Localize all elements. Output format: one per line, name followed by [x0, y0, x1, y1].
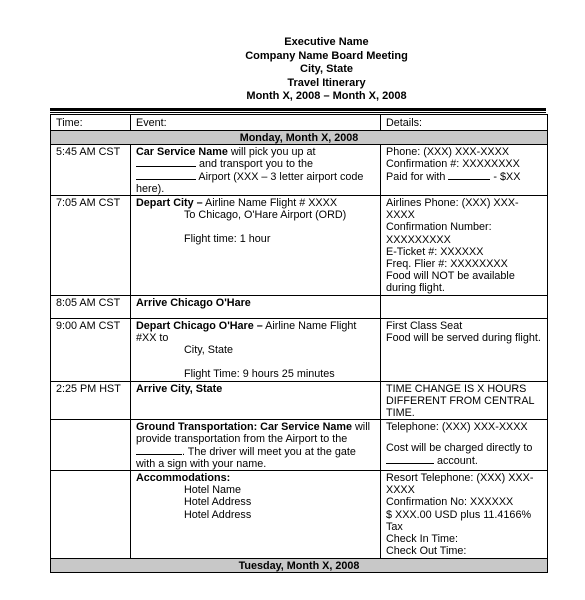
- blank-line: [448, 179, 490, 180]
- header-rule-thin: [50, 112, 546, 113]
- meeting-name: Company Name Board Meeting: [245, 49, 408, 62]
- event-title: Arrive City, State: [136, 382, 223, 395]
- row-time: [51, 420, 131, 471]
- detail-line: Check Out Time:: [386, 545, 467, 558]
- detail-line: Confirmation Number: XXXXXXXXX: [386, 221, 492, 246]
- event-text: Airport (XXX – 3 letter airport code: [198, 170, 364, 183]
- blank-line: [386, 463, 434, 464]
- row-time: 7:05 AM CST: [51, 196, 131, 296]
- event-text: Hotel Name: [184, 484, 242, 497]
- row-time: 9:00 AM CST: [51, 318, 131, 381]
- document-title: Travel Itinerary: [287, 76, 366, 89]
- event-text: To Chicago, O'Hare Airport (ORD): [184, 209, 347, 222]
- row-details: [381, 471, 548, 558]
- blank-line: [136, 179, 196, 180]
- table-row: [51, 381, 548, 420]
- day-band-row: [51, 131, 548, 145]
- row-time: 2:25 PM HST: [51, 381, 131, 420]
- row-event: [131, 471, 381, 558]
- row-event: [131, 420, 381, 471]
- event-title: Car Service Name: [136, 146, 228, 159]
- row-event: [131, 196, 381, 296]
- row-details: [381, 196, 548, 296]
- event-text: Airline Name Flight #XX to: [136, 319, 357, 345]
- row-details: [381, 318, 548, 381]
- detail-line: Confirmation #: XXXXXXXX: [386, 158, 520, 171]
- spacer: [136, 246, 376, 290]
- detail-line: Freq. Flier #: XXXXXXXX: [386, 258, 508, 271]
- day-band-label: Monday, Month X, 2008: [51, 131, 548, 145]
- event-text: City, State: [184, 344, 234, 357]
- event-text: here).: [136, 182, 165, 195]
- detail-line: Phone: (XXX) XXX-XXXX: [386, 146, 510, 159]
- row-details: [381, 420, 548, 471]
- row-event: [131, 381, 381, 420]
- event-title: Accommodations:: [136, 472, 231, 485]
- event-text: Hotel Address: [184, 496, 252, 509]
- row-event: [131, 318, 381, 381]
- date-range: Month X, 2008 – Month X, 2008: [246, 90, 407, 102]
- row-time: 8:05 AM CST: [51, 295, 131, 318]
- row-details: [381, 145, 548, 196]
- row-time: [51, 471, 131, 558]
- detail-line: account.: [437, 454, 478, 467]
- spacer: [136, 309, 376, 318]
- detail-line: TIME CHANGE IS X HOURS DIFFERENT FROM CENTRAL TIME.: [386, 382, 535, 420]
- detail-line: - $XX: [493, 170, 521, 183]
- blank-line: [136, 166, 196, 167]
- document-header: [0, 36, 585, 104]
- detail-line: Food will NOT be available during flight.: [386, 270, 515, 295]
- table-row: [51, 145, 548, 196]
- table-header-row: [51, 115, 548, 131]
- row-time: 5:45 AM CST: [51, 145, 131, 196]
- itinerary-table: [50, 114, 548, 573]
- detail-line: Cost will be charged directly to: [386, 442, 533, 455]
- row-event: [131, 295, 381, 318]
- detail-line: Resort Telephone: (XXX) XXX-XXXX: [386, 472, 534, 497]
- column-header-time: Time:: [51, 115, 131, 131]
- table-row: [51, 196, 548, 296]
- detail-line: Paid for with: [386, 170, 446, 183]
- event-text: Flight Time: 9 hours 25 minutes: [184, 368, 335, 381]
- event-text: will provide transportation from the Airport to the: [136, 421, 370, 446]
- row-event: [131, 145, 381, 196]
- detail-line: Airlines Phone: (XXX) XXX-XXXX: [386, 197, 519, 222]
- column-header-details: Details:: [381, 115, 548, 131]
- detail-line: Food will be served during flight.: [386, 332, 541, 345]
- day-band-row: [51, 558, 548, 572]
- row-details: [381, 295, 548, 318]
- spacer: [386, 433, 543, 442]
- event-text: Airline Name Flight # XXXX: [202, 197, 338, 210]
- header-rule-thick: [50, 108, 546, 111]
- event-text: will pick you up at: [227, 146, 316, 159]
- column-header-event: Event:: [131, 115, 381, 131]
- detail-line: Telephone: (XXX) XXX-XXXX: [386, 421, 528, 434]
- executive-name: Executive Name: [284, 36, 369, 48]
- event-text: Hotel Address: [184, 508, 252, 521]
- event-title: Arrive Chicago O'Hare: [136, 296, 251, 309]
- table-row: [51, 471, 548, 558]
- detail-line: Confirmation No: XXXXXX: [386, 496, 514, 509]
- row-details: [381, 381, 548, 420]
- event-title: Depart City –: [136, 197, 203, 210]
- event-text: and transport you to the: [199, 158, 314, 171]
- table-row: [51, 420, 548, 471]
- day-band-label: Tuesday, Month X, 2008: [51, 558, 548, 572]
- detail-line: E-Ticket #: XXXXXX: [386, 245, 484, 258]
- detail-line: Check In Time:: [386, 533, 459, 546]
- event-title: Depart Chicago O'Hare –: [136, 319, 263, 332]
- meeting-location: City, State: [300, 63, 353, 75]
- event-title: Ground Transportation: Car Service Name: [136, 421, 352, 434]
- detail-line: $ XXX.00 USD plus 11.4166% Tax: [386, 508, 532, 533]
- detail-line: First Class Seat: [386, 319, 463, 332]
- table-row: [51, 318, 548, 381]
- blank-line: [136, 454, 182, 455]
- event-text: . The driver will meet you at the gate with a sign with your name.: [136, 445, 356, 470]
- table-row: [51, 295, 548, 318]
- event-text: Flight time: 1 hour: [184, 233, 271, 246]
